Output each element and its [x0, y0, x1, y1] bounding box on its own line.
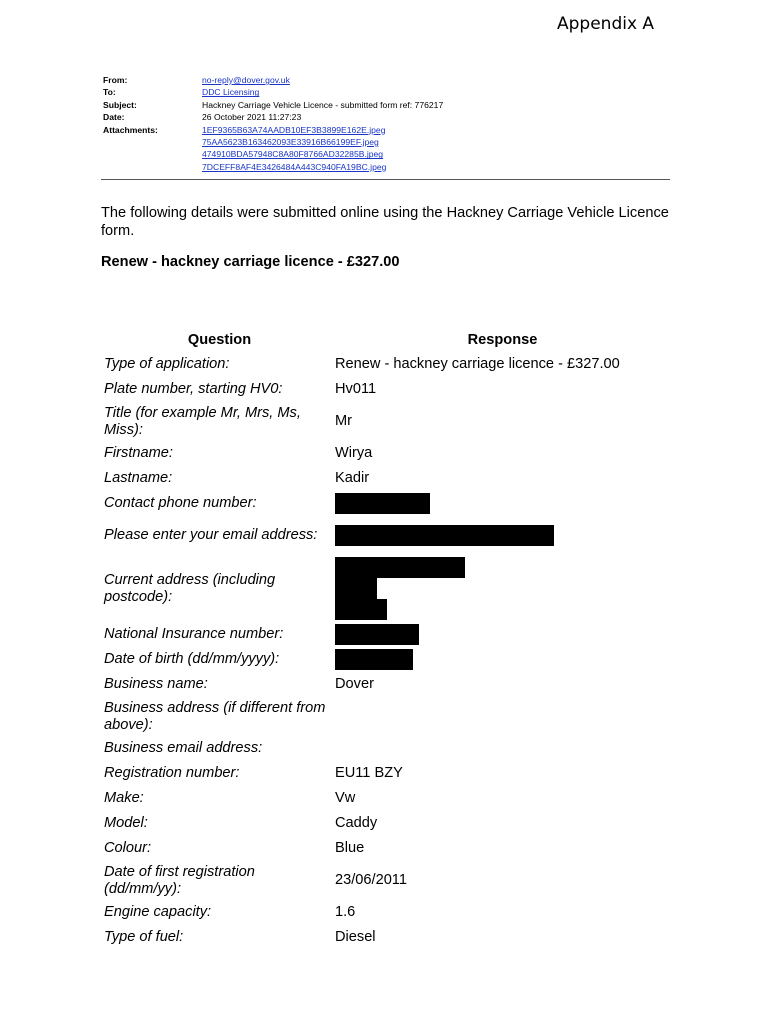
response-cell: 1.6: [335, 904, 356, 920]
response-cell: Dover: [335, 676, 374, 692]
redaction-block: [335, 578, 377, 599]
response-cell: 23/06/2011: [335, 872, 407, 888]
question-cell: Type of fuel:: [104, 929, 184, 945]
question-cell: Lastname:: [104, 470, 173, 486]
question-cell: Plate number, starting HV0:: [104, 381, 283, 397]
response-cell: Renew - hackney carriage licence - £327.00: [335, 356, 620, 372]
to-recipient-link[interactable]: DDC Licensing: [202, 87, 260, 98]
appendix-title: Appendix A: [557, 14, 655, 34]
table-row: [104, 555, 670, 622]
question-cell: Business name:: [104, 676, 208, 692]
question-cell: Registration number:: [104, 765, 240, 781]
response-cell: Diesel: [335, 929, 376, 945]
redaction-block: [335, 624, 419, 645]
subject-label: Subject:: [103, 99, 137, 110]
header-divider: [101, 179, 670, 180]
attachment-link[interactable]: 7DCEFF8AF4E3426484A443C940FA19BC.jpeg: [202, 161, 387, 172]
response-cell: [335, 736, 670, 761]
question-cell: Make:: [104, 790, 144, 806]
question-cell: Engine capacity:: [104, 904, 212, 920]
table-row: [104, 377, 670, 402]
question-cell: Business address (if different from above):: [104, 699, 326, 733]
redaction-block: [335, 557, 465, 578]
table-row: [104, 672, 670, 697]
question-response-table: [104, 329, 670, 950]
redaction-block: [335, 525, 554, 546]
question-column-header: Question: [187, 332, 252, 348]
subject-row: [103, 99, 670, 111]
response-cell: [335, 647, 670, 672]
question-cell: Please enter your email address:: [104, 527, 318, 543]
response-cell: Vw: [335, 790, 356, 806]
attachments-label: Attachments:: [103, 124, 158, 135]
table-row: [104, 811, 670, 836]
response-cell: Kadir: [335, 470, 370, 486]
response-cell: [335, 697, 670, 736]
question-cell: National Insurance number:: [104, 626, 284, 642]
table-row: [104, 761, 670, 786]
attachments-row: [103, 124, 670, 174]
to-label: To:: [103, 87, 116, 98]
from-label: From:: [103, 75, 128, 85]
table-row: [104, 441, 670, 466]
question-cell: Firstname:: [104, 445, 173, 461]
response-cell: [335, 516, 670, 555]
attachment-link[interactable]: 75AA5623B163462093E33916B66199EF.jpeg: [202, 137, 379, 148]
table-row: [104, 402, 670, 441]
date-value: 26 October 2021 11:27:23: [202, 112, 302, 123]
table-row: [104, 697, 670, 736]
response-cell: [335, 491, 670, 516]
question-cell: Date of first registration (dd/mm/yy):: [104, 863, 255, 897]
response-cell: Wirya: [335, 445, 373, 461]
table-header-row: [104, 329, 670, 352]
question-cell: Business email address:: [104, 740, 263, 756]
response-cell: Mr: [335, 413, 353, 429]
date-label: Date:: [103, 112, 125, 123]
table-row: [104, 836, 670, 861]
attachment-link[interactable]: 1EF9365B63A74AADB10EF3B3899E162E.jpeg: [202, 124, 386, 135]
to-row: [103, 86, 670, 98]
table-row: [104, 786, 670, 811]
from-row: [103, 74, 670, 86]
table-row: [104, 491, 670, 516]
table-row: [104, 466, 670, 491]
redaction-block: [335, 493, 430, 514]
subject-value: Hackney Carriage Vehicle Licence - submitted form ref: 776217: [202, 99, 444, 110]
question-cell: Contact phone number:: [104, 495, 257, 511]
response-cell: [335, 622, 670, 647]
table-row: [104, 861, 670, 900]
question-cell: Type of application:: [104, 356, 230, 372]
from-email-link[interactable]: no-reply@dover.gov.uk: [202, 75, 290, 85]
response-cell: EU11 BZY: [335, 765, 403, 781]
question-cell: Date of birth (dd/mm/yyyy):: [104, 651, 280, 667]
attachment-link[interactable]: 474910BDA57948C8A80F8766AD32285B.jpeg: [202, 149, 384, 160]
table-row: [104, 352, 670, 377]
question-cell: Title (for example Mr, Mrs, Ms, Miss):: [104, 404, 301, 438]
table-row: [104, 647, 670, 672]
redaction-block: [335, 649, 413, 670]
question-cell: Colour:: [104, 840, 152, 856]
response-cell: Hv011: [335, 381, 377, 397]
application-heading: Renew - hackney carriage licence - £327.00: [101, 254, 400, 270]
attachments-list: [202, 124, 670, 174]
table-row: [104, 925, 670, 950]
table-row: [104, 736, 670, 761]
response-cell: [335, 555, 670, 622]
intro-text: The following details were submitted online using the Hackney Carriage Vehicle Licence form.: [101, 205, 669, 239]
table-row: [104, 516, 670, 555]
response-cell: Caddy: [335, 815, 378, 831]
response-cell: Blue: [335, 840, 365, 856]
question-cell: Model:: [104, 815, 148, 831]
question-cell: Current address (including postcode):: [104, 571, 276, 605]
redaction-block: [335, 599, 387, 620]
email-header: [103, 74, 670, 173]
date-row: [103, 111, 670, 123]
response-column-header: Response: [467, 332, 538, 348]
table-row: [104, 900, 670, 925]
table-row: [104, 622, 670, 647]
